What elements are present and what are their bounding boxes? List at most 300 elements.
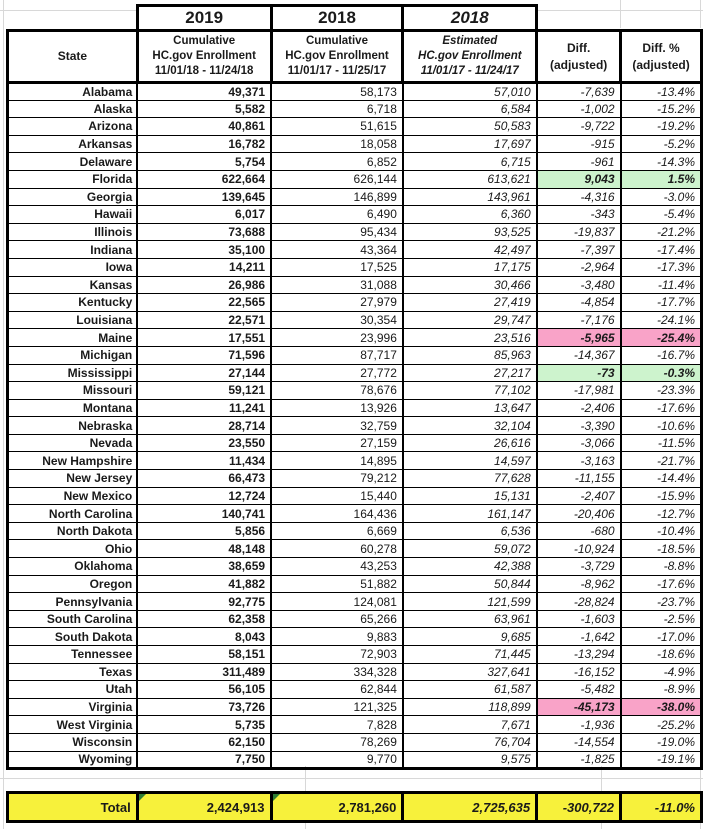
cell-2018-estimated[interactable]: 27,217 — [403, 364, 537, 382]
cell-diff-adjusted[interactable]: -4,316 — [537, 188, 621, 206]
cell-diff-pct-adjusted[interactable]: -23.7% — [621, 593, 702, 611]
cell-2018-estimated[interactable]: 327,641 — [403, 663, 537, 681]
cell-state[interactable]: New Mexico — [8, 487, 138, 505]
cell-diff-pct-adjusted[interactable]: -24.1% — [621, 311, 702, 329]
cell-2018-estimated[interactable]: 14,597 — [403, 452, 537, 470]
cell-2019-enrollment[interactable]: 5,735 — [137, 716, 271, 734]
table-row — [8, 646, 702, 664]
cell-state[interactable]: Montana — [8, 399, 138, 417]
table-row — [8, 206, 702, 224]
header-line: Cumulative — [305, 35, 368, 48]
cell-diff-pct-adjusted[interactable]: -15.2% — [621, 100, 702, 118]
blank-cell — [621, 6, 702, 31]
table-row — [8, 751, 702, 769]
col-header-state[interactable]: State — [8, 31, 138, 83]
cell-diff-pct-adjusted[interactable]: -5.2% — [621, 135, 702, 153]
table-row — [8, 382, 702, 400]
cell-2018-enrollment[interactable]: 27,772 — [271, 364, 403, 382]
cell-2019-enrollment[interactable]: 27,144 — [137, 364, 271, 382]
cell-2018-estimated[interactable]: 17,175 — [403, 258, 537, 276]
cell-diff-adjusted[interactable]: -2,964 — [537, 258, 621, 276]
cell-state[interactable]: Florida — [8, 170, 138, 188]
cell-state[interactable]: Oregon — [8, 575, 138, 593]
column-header-row — [8, 31, 702, 83]
cell-2019-enrollment[interactable]: 14,211 — [137, 258, 271, 276]
table-row — [8, 83, 702, 101]
cell-2018-enrollment[interactable]: 65,266 — [271, 610, 403, 628]
cell-2018-enrollment[interactable]: 164,436 — [271, 505, 403, 523]
cell-diff-adjusted[interactable]: -4,854 — [537, 294, 621, 312]
cell-state[interactable]: South Dakota — [8, 628, 138, 646]
cell-2019-enrollment[interactable]: 38,659 — [137, 558, 271, 576]
cell-2018-enrollment[interactable]: 58,173 — [271, 83, 403, 101]
cell-diff-adjusted[interactable]: -19,837 — [537, 223, 621, 241]
total-2018-estimated-cell[interactable]: 2,725,635 — [403, 793, 537, 822]
cell-2018-estimated[interactable]: 77,102 — [403, 382, 537, 400]
table-row — [8, 241, 702, 259]
cell-diff-adjusted[interactable]: -9,722 — [537, 118, 621, 136]
cell-2018-estimated[interactable]: 6,584 — [403, 100, 537, 118]
cell-diff-adjusted[interactable]: -7,176 — [537, 311, 621, 329]
table-row — [8, 487, 702, 505]
cell-state[interactable]: Alaska — [8, 100, 138, 118]
cell-state[interactable]: Delaware — [8, 153, 138, 171]
cell-diff-pct-adjusted[interactable]: -19.1% — [621, 751, 702, 769]
cell-2019-enrollment[interactable]: 26,986 — [137, 276, 271, 294]
col-header-2018-estimated[interactable] — [403, 31, 537, 83]
cell-2019-enrollment[interactable]: 7,750 — [137, 751, 271, 769]
cell-2019-enrollment[interactable]: 58,151 — [137, 646, 271, 664]
cell-state[interactable]: Kansas — [8, 276, 138, 294]
total-label-cell[interactable]: Total — [8, 793, 138, 822]
cell-2019-enrollment[interactable]: 73,726 — [137, 698, 271, 716]
cell-diff-adjusted[interactable]: -1,002 — [537, 100, 621, 118]
cell-diff-pct-adjusted[interactable]: -17.6% — [621, 575, 702, 593]
cell-2018-enrollment[interactable]: 27,979 — [271, 294, 403, 312]
cell-2018-estimated[interactable]: 76,704 — [403, 733, 537, 751]
col-header-2018-cumulative[interactable] — [271, 31, 403, 83]
cell-2018-estimated[interactable]: 121,599 — [403, 593, 537, 611]
cell-diff-pct-adjusted[interactable]: -11.5% — [621, 434, 702, 452]
table-row — [8, 593, 702, 611]
cell-state[interactable]: Michigan — [8, 346, 138, 364]
cell-diff-adjusted[interactable]: -915 — [537, 135, 621, 153]
cell-state[interactable]: North Dakota — [8, 522, 138, 540]
cell-2018-estimated[interactable]: 6,360 — [403, 206, 537, 224]
cell-diff-pct-adjusted[interactable]: -13.4% — [621, 83, 702, 101]
cell-2019-enrollment[interactable]: 22,565 — [137, 294, 271, 312]
cell-2018-estimated[interactable]: 7,671 — [403, 716, 537, 734]
table-row — [8, 100, 702, 118]
header-line: HC.gov Enrollment — [152, 50, 256, 63]
cell-2018-enrollment[interactable]: 32,759 — [271, 417, 403, 435]
cell-diff-pct-adjusted[interactable]: -21.2% — [621, 223, 702, 241]
cell-state[interactable]: Arkansas — [8, 135, 138, 153]
gridline — [0, 778, 703, 779]
cell-diff-adjusted[interactable]: -680 — [537, 522, 621, 540]
cell-2018-enrollment[interactable]: 146,899 — [271, 188, 403, 206]
cell-2019-enrollment[interactable]: 49,371 — [137, 83, 271, 101]
cell-2018-estimated[interactable]: 9,575 — [403, 751, 537, 769]
table-row — [8, 505, 702, 523]
cell-2018-estimated[interactable]: 13,647 — [403, 399, 537, 417]
cell-diff-adjusted[interactable]: -961 — [537, 153, 621, 171]
year-header-2019[interactable]: 2019 — [137, 6, 271, 31]
cell-state[interactable]: Kentucky — [8, 294, 138, 312]
cell-2018-enrollment[interactable]: 15,440 — [271, 487, 403, 505]
header-line: HC.gov Enrollment — [418, 50, 522, 63]
cell-2018-estimated[interactable]: 143,961 — [403, 188, 537, 206]
cell-diff-adjusted[interactable]: -8,962 — [537, 575, 621, 593]
cell-diff-adjusted[interactable]: -3,163 — [537, 452, 621, 470]
cell-2019-enrollment[interactable]: 6,017 — [137, 206, 271, 224]
cell-2019-enrollment[interactable]: 622,664 — [137, 170, 271, 188]
cell-2019-enrollment[interactable]: 62,358 — [137, 610, 271, 628]
cell-2019-enrollment[interactable]: 59,121 — [137, 382, 271, 400]
cell-state[interactable]: Maine — [8, 329, 138, 347]
table-row — [8, 610, 702, 628]
table-row — [8, 452, 702, 470]
cell-diff-pct-adjusted[interactable]: -2.5% — [621, 610, 702, 628]
cell-diff-adjusted[interactable]: -343 — [537, 206, 621, 224]
cell-state[interactable]: Iowa — [8, 258, 138, 276]
cell-state[interactable]: Georgia — [8, 188, 138, 206]
cell-2018-enrollment[interactable]: 95,434 — [271, 223, 403, 241]
cell-2018-enrollment[interactable]: 23,996 — [271, 329, 403, 347]
cell-state[interactable]: Ohio — [8, 540, 138, 558]
cell-state[interactable]: Nebraska — [8, 417, 138, 435]
table-row — [8, 223, 702, 241]
cell-2019-enrollment[interactable]: 48,148 — [137, 540, 271, 558]
cell-diff-adjusted[interactable]: -5,482 — [537, 681, 621, 699]
cell-2019-enrollment[interactable]: 71,596 — [137, 346, 271, 364]
cell-state[interactable]: Nevada — [8, 434, 138, 452]
cell-2018-enrollment[interactable]: 43,253 — [271, 558, 403, 576]
year-header-2018[interactable]: 2018 — [271, 6, 403, 31]
table-row — [8, 276, 702, 294]
cell-state[interactable]: North Carolina — [8, 505, 138, 523]
cell-2018-estimated[interactable]: 77,628 — [403, 470, 537, 488]
cell-diff-pct-adjusted[interactable]: -17.7% — [621, 294, 702, 312]
cell-2018-estimated[interactable]: 93,525 — [403, 223, 537, 241]
cell-2018-enrollment[interactable]: 14,895 — [271, 452, 403, 470]
header-line: Diff. — [566, 41, 591, 56]
cell-2019-enrollment[interactable]: 11,241 — [137, 399, 271, 417]
cell-2018-enrollment[interactable]: 31,088 — [271, 276, 403, 294]
cell-state[interactable]: Pennsylvania — [8, 593, 138, 611]
total-diff-cell[interactable]: -300,722 — [537, 793, 621, 822]
cell-diff-pct-adjusted[interactable]: 1.5% — [621, 170, 702, 188]
cell-diff-adjusted[interactable]: -1,603 — [537, 610, 621, 628]
cell-2019-enrollment[interactable]: 16,782 — [137, 135, 271, 153]
table-row — [8, 399, 702, 417]
cell-2018-estimated[interactable]: 118,899 — [403, 698, 537, 716]
cell-2019-enrollment[interactable]: 5,754 — [137, 153, 271, 171]
cell-2018-enrollment[interactable]: 78,676 — [271, 382, 403, 400]
cell-2019-enrollment[interactable]: 140,741 — [137, 505, 271, 523]
header-line: (adjusted) — [549, 57, 608, 72]
cell-state[interactable]: Indiana — [8, 241, 138, 259]
cell-diff-pct-adjusted[interactable]: -14.4% — [621, 470, 702, 488]
cell-2018-enrollment[interactable]: 72,903 — [271, 646, 403, 664]
cell-state[interactable]: Wisconsin — [8, 733, 138, 751]
cell-diff-adjusted[interactable]: -3,729 — [537, 558, 621, 576]
cell-2018-estimated[interactable]: 32,104 — [403, 417, 537, 435]
total-row — [8, 793, 702, 822]
cell-2018-enrollment[interactable]: 17,525 — [271, 258, 403, 276]
cell-2018-enrollment[interactable]: 18,058 — [271, 135, 403, 153]
table-row — [8, 118, 702, 136]
cell-diff-pct-adjusted[interactable]: -19.2% — [621, 118, 702, 136]
cell-2018-enrollment[interactable]: 43,364 — [271, 241, 403, 259]
table-row — [8, 522, 702, 540]
cell-2018-enrollment[interactable]: 13,926 — [271, 399, 403, 417]
blank-cell — [8, 6, 138, 31]
cell-2018-estimated[interactable]: 15,131 — [403, 487, 537, 505]
cell-2018-enrollment[interactable]: 27,159 — [271, 434, 403, 452]
cell-2019-enrollment[interactable]: 12,724 — [137, 487, 271, 505]
cell-2019-enrollment[interactable]: 139,645 — [137, 188, 271, 206]
header-line: HC.gov Enrollment — [285, 50, 389, 63]
table-row — [8, 540, 702, 558]
year-header-row — [8, 6, 702, 31]
cell-state[interactable]: New Jersey — [8, 470, 138, 488]
cell-diff-adjusted[interactable]: -7,397 — [537, 241, 621, 259]
cell-diff-adjusted[interactable]: -1,936 — [537, 716, 621, 734]
cell-2018-enrollment[interactable]: 30,354 — [271, 311, 403, 329]
cell-diff-adjusted[interactable]: -73 — [537, 364, 621, 382]
cell-diff-pct-adjusted[interactable]: -17.3% — [621, 258, 702, 276]
cell-diff-adjusted[interactable]: -45,173 — [537, 698, 621, 716]
cell-2018-estimated[interactable]: 613,621 — [403, 170, 537, 188]
cell-diff-pct-adjusted[interactable]: -8.9% — [621, 681, 702, 699]
cell-state[interactable]: Wyoming — [8, 751, 138, 769]
cell-2018-enrollment[interactable]: 7,828 — [271, 716, 403, 734]
cell-diff-pct-adjusted[interactable]: -38.0% — [621, 698, 702, 716]
cell-2018-estimated[interactable]: 85,963 — [403, 346, 537, 364]
cell-diff-pct-adjusted[interactable]: -16.7% — [621, 346, 702, 364]
cell-diff-pct-adjusted[interactable]: -8.8% — [621, 558, 702, 576]
cell-2018-estimated[interactable]: 30,466 — [403, 276, 537, 294]
cell-diff-adjusted[interactable]: -11,155 — [537, 470, 621, 488]
cell-state[interactable]: Utah — [8, 681, 138, 699]
cell-2019-enrollment[interactable]: 28,714 — [137, 417, 271, 435]
cell-diff-pct-adjusted[interactable]: -25.2% — [621, 716, 702, 734]
cell-state[interactable]: New Hampshire — [8, 452, 138, 470]
cell-diff-adjusted[interactable]: -28,824 — [537, 593, 621, 611]
cell-2018-estimated[interactable]: 161,147 — [403, 505, 537, 523]
cell-2018-enrollment[interactable]: 626,144 — [271, 170, 403, 188]
cell-2019-enrollment[interactable]: 11,434 — [137, 452, 271, 470]
cell-2018-enrollment[interactable]: 62,844 — [271, 681, 403, 699]
cell-2018-enrollment[interactable]: 121,325 — [271, 698, 403, 716]
table-row — [8, 434, 702, 452]
total-diff-pct-cell[interactable]: -11.0% — [621, 793, 702, 822]
cell-2018-estimated[interactable]: 6,715 — [403, 153, 537, 171]
cell-2018-enrollment[interactable]: 124,081 — [271, 593, 403, 611]
cell-2018-estimated[interactable]: 27,419 — [403, 294, 537, 312]
cell-diff-adjusted[interactable]: -5,965 — [537, 329, 621, 347]
col-header-diff-adjusted[interactable] — [537, 31, 621, 83]
cell-diff-pct-adjusted[interactable]: -15.9% — [621, 487, 702, 505]
cell-diff-adjusted[interactable]: -2,406 — [537, 399, 621, 417]
total-2018-cell[interactable] — [271, 793, 403, 822]
cell-diff-pct-adjusted[interactable]: -17.6% — [621, 399, 702, 417]
total-2019-cell[interactable] — [137, 793, 271, 822]
cell-diff-pct-adjusted[interactable]: -21.7% — [621, 452, 702, 470]
table-row — [8, 329, 702, 347]
table-row — [8, 417, 702, 435]
cell-2019-enrollment[interactable]: 17,551 — [137, 329, 271, 347]
cell-state[interactable]: Oklahoma — [8, 558, 138, 576]
header-line: Diff. % — [642, 41, 680, 56]
cell-diff-pct-adjusted[interactable]: -18.5% — [621, 540, 702, 558]
header-line: Cumulative — [173, 35, 236, 48]
cell-2018-enrollment[interactable]: 334,328 — [271, 663, 403, 681]
cell-2018-estimated[interactable]: 61,587 — [403, 681, 537, 699]
cell-state[interactable]: Arizona — [8, 118, 138, 136]
cell-state[interactable]: Mississippi — [8, 364, 138, 382]
cell-2018-enrollment[interactable]: 51,882 — [271, 575, 403, 593]
gridline — [3, 0, 4, 829]
col-header-2019-cumulative[interactable] — [137, 31, 271, 83]
cell-2019-enrollment[interactable]: 8,043 — [137, 628, 271, 646]
cell-diff-adjusted[interactable]: 9,043 — [537, 170, 621, 188]
total-2019-value: 2,424,913 — [206, 799, 265, 815]
cell-state[interactable]: Illinois — [8, 223, 138, 241]
table-row — [8, 628, 702, 646]
cell-2018-estimated[interactable]: 42,497 — [403, 241, 537, 259]
table-row — [8, 663, 702, 681]
cell-2019-enrollment[interactable]: 5,856 — [137, 522, 271, 540]
cell-2018-estimated[interactable]: 9,685 — [403, 628, 537, 646]
cell-2018-estimated[interactable]: 26,616 — [403, 434, 537, 452]
total-2018-value: 2,781,260 — [338, 799, 397, 815]
cell-2018-estimated[interactable]: 50,844 — [403, 575, 537, 593]
blank-cell — [537, 6, 621, 31]
year-header-2018-estimated[interactable]: 2018 — [403, 6, 537, 31]
cell-diff-pct-adjusted[interactable]: -4.9% — [621, 663, 702, 681]
cell-2018-enrollment[interactable]: 87,717 — [271, 346, 403, 364]
cell-diff-adjusted[interactable]: -3,390 — [537, 417, 621, 435]
cell-diff-adjusted[interactable]: -2,407 — [537, 487, 621, 505]
table-row — [8, 364, 702, 382]
cell-2018-enrollment[interactable]: 6,490 — [271, 206, 403, 224]
cell-state[interactable]: Missouri — [8, 382, 138, 400]
cell-2019-enrollment[interactable]: 62,150 — [137, 733, 271, 751]
table-row — [8, 575, 702, 593]
cell-2019-enrollment[interactable]: 22,571 — [137, 311, 271, 329]
cell-2018-estimated[interactable]: 29,747 — [403, 311, 537, 329]
cell-state[interactable]: Louisiana — [8, 311, 138, 329]
cell-diff-pct-adjusted[interactable]: -19.0% — [621, 733, 702, 751]
table-row — [8, 188, 702, 206]
cell-diff-pct-adjusted[interactable]: -17.0% — [621, 628, 702, 646]
cell-diff-adjusted[interactable]: -14,554 — [537, 733, 621, 751]
cell-2018-estimated[interactable]: 63,961 — [403, 610, 537, 628]
cell-diff-adjusted[interactable]: -1,642 — [537, 628, 621, 646]
cell-diff-adjusted[interactable]: -10,924 — [537, 540, 621, 558]
cell-diff-pct-adjusted[interactable]: -25.4% — [621, 329, 702, 347]
cell-diff-adjusted[interactable]: -7,639 — [537, 83, 621, 101]
cell-diff-pct-adjusted[interactable]: -23.3% — [621, 382, 702, 400]
cell-2018-enrollment[interactable]: 79,212 — [271, 470, 403, 488]
table-row — [8, 311, 702, 329]
cell-state[interactable]: Alabama — [8, 83, 138, 101]
cell-2019-enrollment[interactable]: 41,882 — [137, 575, 271, 593]
cell-2018-enrollment[interactable]: 78,269 — [271, 733, 403, 751]
cell-2018-enrollment[interactable]: 6,669 — [271, 522, 403, 540]
cell-2019-enrollment[interactable]: 73,688 — [137, 223, 271, 241]
cell-2019-enrollment[interactable]: 66,473 — [137, 470, 271, 488]
cell-state[interactable]: West Virginia — [8, 716, 138, 734]
table-row — [8, 558, 702, 576]
cell-2019-enrollment[interactable]: 5,582 — [137, 100, 271, 118]
cell-diff-pct-adjusted[interactable]: -18.6% — [621, 646, 702, 664]
cell-diff-adjusted[interactable]: -20,406 — [537, 505, 621, 523]
cell-diff-adjusted[interactable]: -17,981 — [537, 382, 621, 400]
cell-diff-pct-adjusted[interactable]: -17.4% — [621, 241, 702, 259]
cell-2018-enrollment[interactable]: 60,278 — [271, 540, 403, 558]
cell-2018-enrollment[interactable]: 9,883 — [271, 628, 403, 646]
cell-2018-estimated[interactable]: 59,072 — [403, 540, 537, 558]
cell-2019-enrollment[interactable]: 35,100 — [137, 241, 271, 259]
cell-2018-estimated[interactable]: 50,583 — [403, 118, 537, 136]
cell-diff-pct-adjusted[interactable]: -10.6% — [621, 417, 702, 435]
cell-diff-pct-adjusted[interactable]: -3.0% — [621, 188, 702, 206]
cell-2018-estimated[interactable]: 6,536 — [403, 522, 537, 540]
cell-2019-enrollment[interactable]: 311,489 — [137, 663, 271, 681]
cell-2018-estimated[interactable]: 23,516 — [403, 329, 537, 347]
cell-flag-icon — [139, 794, 146, 801]
cell-flag-icon — [273, 794, 280, 801]
cell-diff-adjusted[interactable]: -13,294 — [537, 646, 621, 664]
cell-diff-pct-adjusted[interactable]: -10.4% — [621, 522, 702, 540]
cell-state[interactable]: Texas — [8, 663, 138, 681]
cell-state[interactable]: South Carolina — [8, 610, 138, 628]
cell-2018-enrollment[interactable]: 6,718 — [271, 100, 403, 118]
cell-2018-enrollment[interactable]: 51,615 — [271, 118, 403, 136]
cell-2019-enrollment[interactable]: 56,105 — [137, 681, 271, 699]
cell-diff-adjusted[interactable]: -1,825 — [537, 751, 621, 769]
cell-diff-adjusted[interactable]: -3,480 — [537, 276, 621, 294]
cell-2018-estimated[interactable]: 71,445 — [403, 646, 537, 664]
cell-2019-enrollment[interactable]: 23,550 — [137, 434, 271, 452]
cell-diff-adjusted[interactable]: -3,066 — [537, 434, 621, 452]
col-header-diff-pct-adjusted[interactable] — [621, 31, 702, 83]
cell-diff-pct-adjusted[interactable]: -14.3% — [621, 153, 702, 171]
cell-diff-adjusted[interactable]: -16,152 — [537, 663, 621, 681]
cell-diff-pct-adjusted[interactable]: -12.7% — [621, 505, 702, 523]
cell-2018-estimated[interactable]: 17,697 — [403, 135, 537, 153]
cell-2019-enrollment[interactable]: 40,861 — [137, 118, 271, 136]
table-row — [8, 346, 702, 364]
cell-state[interactable]: Hawaii — [8, 206, 138, 224]
cell-diff-pct-adjusted[interactable]: -5.4% — [621, 206, 702, 224]
table-row — [8, 153, 702, 171]
cell-diff-pct-adjusted[interactable]: -11.4% — [621, 276, 702, 294]
cell-2018-estimated[interactable]: 42,388 — [403, 558, 537, 576]
cell-2018-enrollment[interactable]: 9,770 — [271, 751, 403, 769]
table-row — [8, 470, 702, 488]
cell-2019-enrollment[interactable]: 92,775 — [137, 593, 271, 611]
cell-diff-pct-adjusted[interactable]: -0.3% — [621, 364, 702, 382]
cell-diff-adjusted[interactable]: -14,367 — [537, 346, 621, 364]
cell-state[interactable]: Tennessee — [8, 646, 138, 664]
cell-2018-estimated[interactable]: 57,010 — [403, 83, 537, 101]
cell-state[interactable]: Virginia — [8, 698, 138, 716]
cell-2018-enrollment[interactable]: 6,852 — [271, 153, 403, 171]
